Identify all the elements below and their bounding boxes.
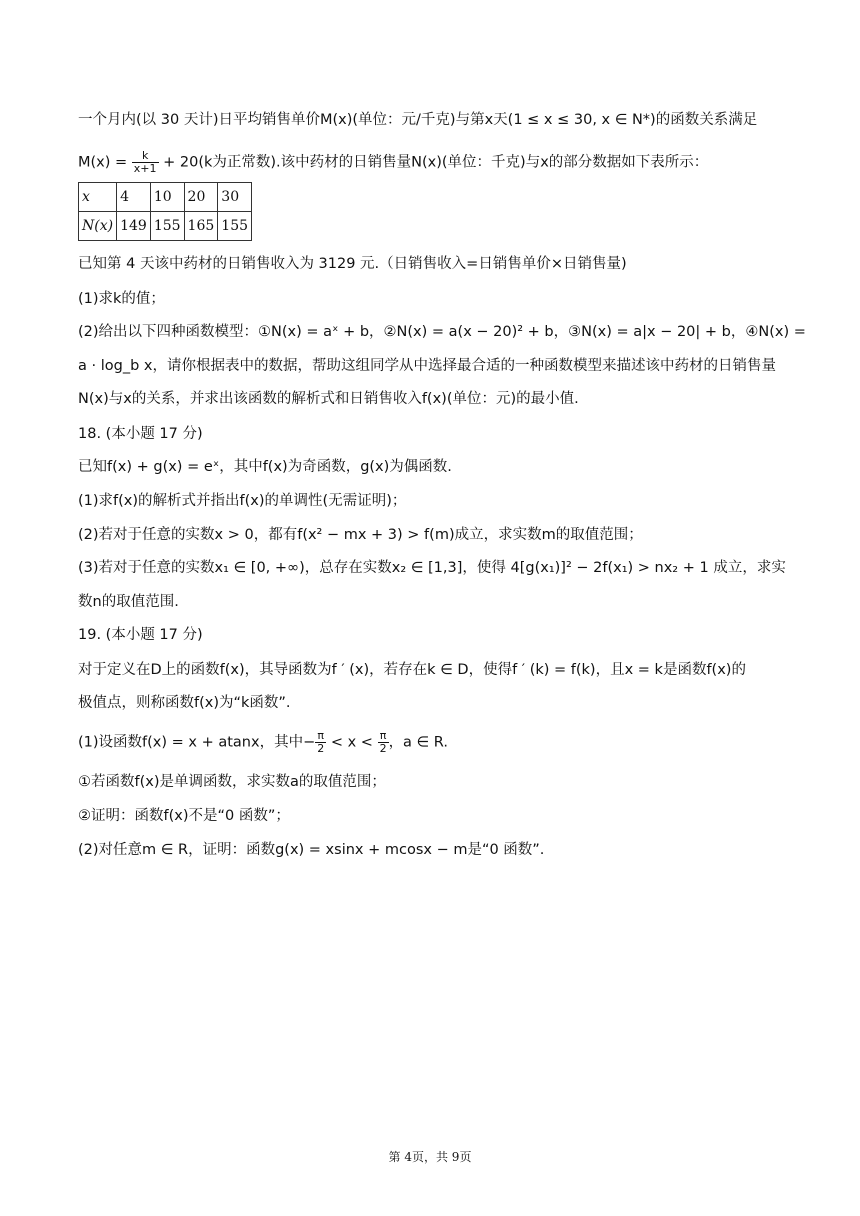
formula-suffix: + 20(k为正常数).该中药材的日销售量N(x)(单位：千克)与x的部分数据如下表所示： — [158, 154, 709, 171]
text-line: ②证明：函数f(x)不是“0 函数”； — [78, 808, 290, 824]
fraction — [132, 150, 159, 175]
table-cell: 30 — [218, 183, 252, 212]
table-cell: 10 — [150, 183, 184, 212]
text-line: a · log_b x，请你根据表中的数据，帮助这组同学从中选择最合适的一种函数模型来描述该中药材的日销售量 — [78, 358, 776, 374]
formula-prefix: (1)设函数f(x) = x + atanx，其中− — [78, 734, 316, 751]
text-line: (1)求f(x)的解析式并指出f(x)的单调性(无需证明)； — [78, 493, 407, 509]
fraction-denominator: x+1 — [133, 162, 157, 175]
fraction-numerator: k — [132, 150, 159, 163]
formula-prefix: M(x) = — [78, 154, 132, 171]
text-line: (3)若对于任意的实数x₁ ∈ [0, +∞)，总存在实数x₂ ∈ [1,3]，使得 4[g(x₁)]² − 2f(x₁) > nx₂ + 1 成立，求实 — [78, 560, 786, 576]
table-cell: 4 — [117, 183, 151, 212]
text-line: (2)给出以下四种函数模型：①N(x) = aˣ + b，②N(x) = a(x − 20)² + b，③N(x) = a|x − 20| + b，④N(x) = — [78, 324, 806, 340]
page-footer: 第 4页，共 9页 — [388, 1150, 472, 1164]
table-cell: 155 — [150, 212, 184, 241]
text-line: N(x)与x的关系，并求出该函数的解析式和日销售收入f(x)(单位：元)的最小值. — [78, 391, 579, 407]
table-cell: 20 — [184, 183, 218, 212]
fraction — [378, 730, 389, 755]
text-line: 极值点，则称函数f(x)为“k函数”. — [78, 695, 291, 711]
fraction-numerator: π — [315, 730, 326, 743]
text-line-formula — [78, 730, 448, 755]
text-line: ①若函数f(x)是单调函数，求实数a的取值范围； — [78, 774, 386, 790]
text-line: 已知第 4 天该中药材的日销售收入为 3129 元.（日销售收入=日销售单价×日销售量) — [78, 256, 627, 272]
formula-suffix: ，a ∈ R. — [388, 734, 448, 751]
fraction-denominator: 2 — [317, 742, 325, 755]
fraction-numerator: π — [378, 730, 389, 743]
text-line: 对于定义在D上的函数f(x)，其导函数为f ′ (x)，若存在k ∈ D，使得f ′ (k) = f(k)，且x = k是函数f(x)的 — [78, 662, 746, 678]
text-line: 已知f(x) + g(x) = eˣ，其中f(x)为奇函数，g(x)为偶函数. — [78, 459, 452, 475]
table-cell: x — [79, 183, 117, 212]
fraction-denominator: 2 — [379, 742, 387, 755]
table-cell: 165 — [184, 212, 218, 241]
text-line: 数n的取值范围. — [78, 594, 179, 610]
text-line: (2)若对于任意的实数x > 0，都有f(x² − mx + 3) > f(m)成立，求实数m的取值范围； — [78, 527, 643, 543]
question-heading: 19. (本小题 17 分) — [78, 627, 203, 643]
table-cell: 155 — [218, 212, 252, 241]
data-table — [78, 182, 252, 241]
text-line: 一个月内(以 30 天计)日平均销售单价M(x)(单位：元/千克)与第x天(1 ≤ x ≤ 30, x ∈ N*)的函数关系满足 — [78, 112, 758, 128]
text-line-formula — [78, 150, 708, 175]
table-row — [79, 212, 252, 241]
text-line: (1)求k的值； — [78, 291, 165, 307]
formula-middle: < x < — [326, 734, 378, 751]
text-line: (2)对任意m ∈ R，证明：函数g(x) = xsinx + mcosx − m是“0 函数”. — [78, 842, 545, 858]
table-row — [79, 183, 252, 212]
table-cell: 149 — [117, 212, 151, 241]
question-heading: 18. (本小题 17 分) — [78, 426, 203, 442]
table-cell: N(x) — [79, 212, 117, 241]
fraction — [315, 730, 326, 755]
